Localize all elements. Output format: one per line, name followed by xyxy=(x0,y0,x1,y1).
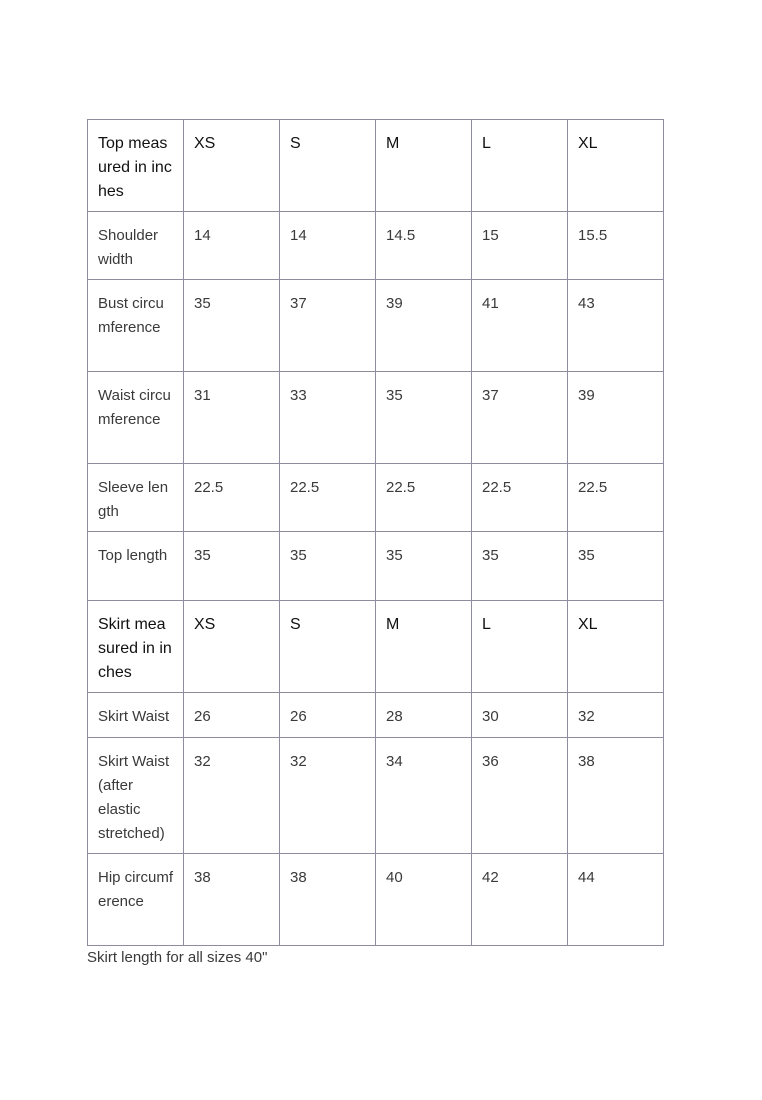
table-cell: 39 xyxy=(376,280,472,372)
table-cell: 40 xyxy=(376,854,472,946)
table-row xyxy=(88,280,664,372)
table-cell: 22.5 xyxy=(280,464,376,532)
top-header-label: Top measured in inches xyxy=(88,120,184,212)
table-row xyxy=(88,693,664,738)
table-cell: 14 xyxy=(280,212,376,280)
size-header-xs: XS xyxy=(184,120,280,212)
row-label: Top length xyxy=(88,532,184,601)
table-cell: 15 xyxy=(472,212,568,280)
size-header-m: M xyxy=(376,601,472,693)
table-cell: 41 xyxy=(472,280,568,372)
table-cell: 35 xyxy=(280,532,376,601)
table-cell: 43 xyxy=(568,280,664,372)
table-cell: 35 xyxy=(568,532,664,601)
table-cell: 38 xyxy=(280,854,376,946)
table-cell: 14.5 xyxy=(376,212,472,280)
table-cell: 35 xyxy=(184,280,280,372)
size-chart-table xyxy=(87,119,664,946)
table-cell: 26 xyxy=(184,693,280,738)
skirt-length-note: Skirt length for all sizes 40" xyxy=(87,949,268,966)
size-header-xl: XL xyxy=(568,601,664,693)
table-cell: 22.5 xyxy=(184,464,280,532)
size-header-s: S xyxy=(280,120,376,212)
table-row xyxy=(88,212,664,280)
table-cell: 32 xyxy=(568,693,664,738)
table-cell: 35 xyxy=(184,532,280,601)
table-cell: 32 xyxy=(184,738,280,854)
skirt-header-row xyxy=(88,601,664,693)
table-cell: 26 xyxy=(280,693,376,738)
table-row xyxy=(88,738,664,854)
table-cell: 42 xyxy=(472,854,568,946)
table-cell: 14 xyxy=(184,212,280,280)
table-cell: 36 xyxy=(472,738,568,854)
table-row xyxy=(88,854,664,946)
table-cell: 33 xyxy=(280,372,376,464)
table-cell: 22.5 xyxy=(568,464,664,532)
row-label: Waist circumference xyxy=(88,372,184,464)
row-label: Skirt Waist xyxy=(88,693,184,738)
size-header-xs: XS xyxy=(184,601,280,693)
table-cell: 28 xyxy=(376,693,472,738)
table-row xyxy=(88,532,664,601)
table-cell: 35 xyxy=(376,372,472,464)
table-cell: 35 xyxy=(376,532,472,601)
table-cell: 37 xyxy=(472,372,568,464)
table-cell: 22.5 xyxy=(376,464,472,532)
table-cell: 34 xyxy=(376,738,472,854)
skirt-header-label: Skirt measured in inches xyxy=(88,601,184,693)
table-cell: 38 xyxy=(184,854,280,946)
row-label: Skirt Waist (after elastic stretched) xyxy=(88,738,184,854)
table-cell: 44 xyxy=(568,854,664,946)
table-cell: 32 xyxy=(280,738,376,854)
table-row xyxy=(88,464,664,532)
size-header-s: S xyxy=(280,601,376,693)
size-header-l: L xyxy=(472,601,568,693)
top-header-row xyxy=(88,120,664,212)
table-cell: 22.5 xyxy=(472,464,568,532)
table-cell: 38 xyxy=(568,738,664,854)
table-cell: 35 xyxy=(472,532,568,601)
size-header-l: L xyxy=(472,120,568,212)
table-row xyxy=(88,372,664,464)
row-label: Shoulder width xyxy=(88,212,184,280)
row-label: Sleeve length xyxy=(88,464,184,532)
table-cell: 31 xyxy=(184,372,280,464)
row-label: Bust circumference xyxy=(88,280,184,372)
size-header-xl: XL xyxy=(568,120,664,212)
table-cell: 15.5 xyxy=(568,212,664,280)
table-cell: 37 xyxy=(280,280,376,372)
row-label: Hip circumference xyxy=(88,854,184,946)
size-header-m: M xyxy=(376,120,472,212)
table-cell: 39 xyxy=(568,372,664,464)
table-cell: 30 xyxy=(472,693,568,738)
